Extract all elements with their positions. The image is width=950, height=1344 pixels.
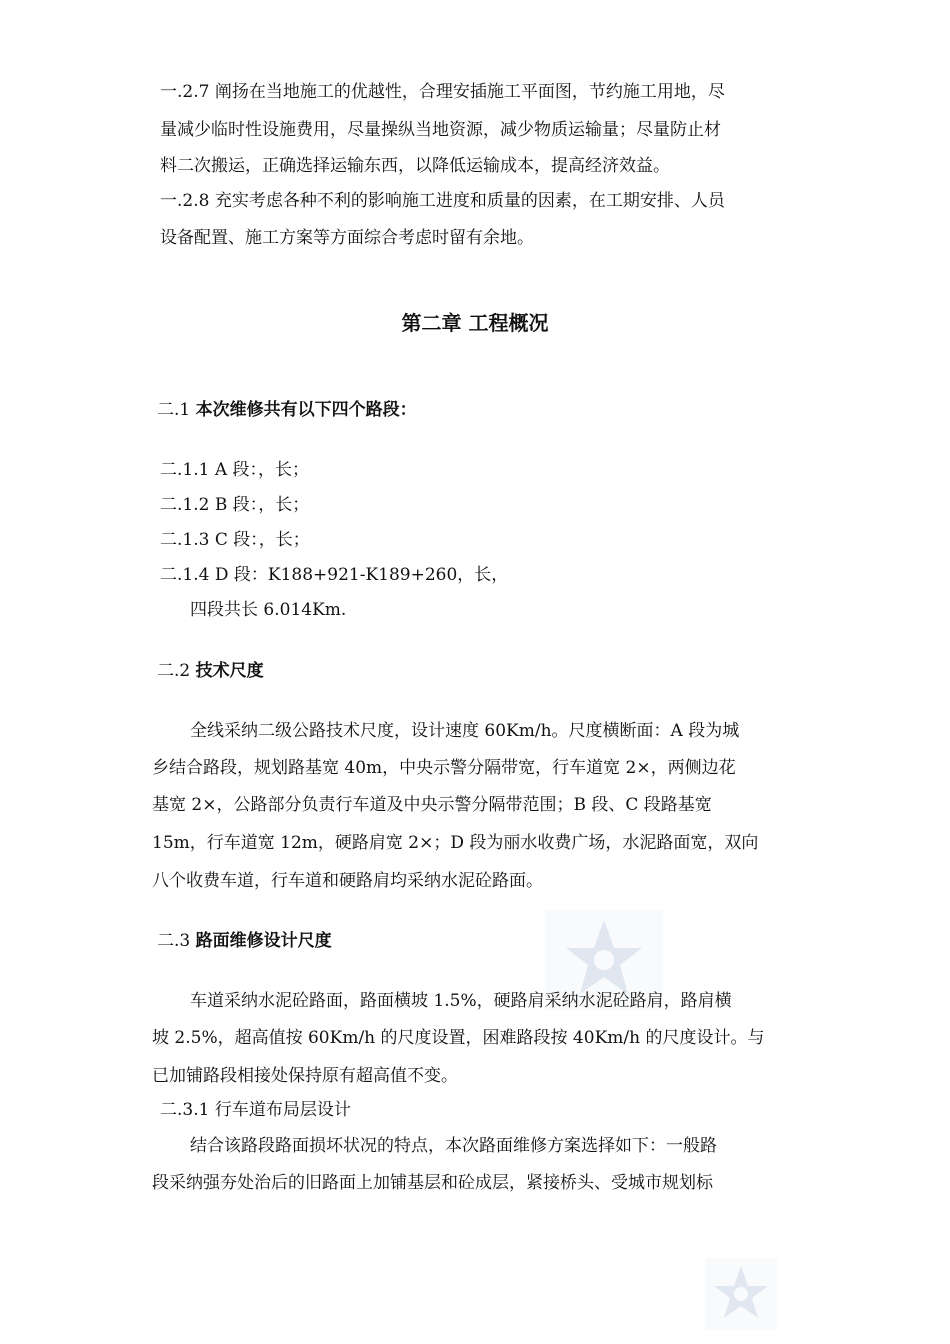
section-2-1-title: 本次维修共有以下四个路段： — [195, 400, 417, 420]
para-1-2-7-line-2: 量减少临时性设施费用，尽量操纵当地资源，减少物质运输量；尽量防止材 — [160, 120, 721, 140]
section-2-3-1-line-1: 结合该路段路面损坏状况的特点，本次路面维修方案选择如下：一般路 — [190, 1136, 717, 1156]
watermark-logo — [705, 1258, 777, 1330]
section-2-2-number: 二.2 — [157, 661, 196, 681]
section-2-3-number: 二.3 — [157, 931, 196, 951]
section-2-3-1-heading: 二.3.1 行车道布局层设计 — [160, 1100, 351, 1120]
list-item: 二.1.2 B 段：，长； — [160, 495, 310, 515]
list-item: 二.1.1 A 段：，长； — [160, 460, 310, 480]
chapter-title: 第二章 工程概况 — [401, 311, 549, 335]
para-1-2-7-line-1: 一.2.7 阐扬在当地施工的优越性，合理安插施工平面图，节约施工用地，尽 — [160, 82, 725, 102]
section-2-3-line-1: 车道采纳水泥砼路面，路面横坡 1.5%，硬路肩采纳水泥砼路肩，路肩横 — [190, 991, 732, 1011]
section-2-2-line-2: 乡结合路段，规划路基宽 40m，中央示警分隔带宽，行车道宽 2×，两侧边花 — [152, 758, 736, 778]
section-2-2-line-3: 基宽 2×，公路部分负责行车道及中央示警分隔带范围；B 段、C 段路基宽 — [152, 795, 712, 815]
section-2-2-title: 技术尺度 — [195, 661, 264, 681]
section-2-1-total: 四段共长 6.014Km. — [190, 600, 347, 620]
section-2-2-line-4: 15m，行车道宽 12m，硬路肩宽 2×；D 段为丽水收费广场，水泥路面宽，双向 — [152, 833, 759, 853]
section-2-3-heading — [157, 929, 332, 953]
section-2-2-heading — [157, 659, 264, 683]
section-2-3-title: 路面维修设计尺度 — [195, 931, 332, 951]
section-2-2-line-5: 八个收费车道，行车道和硬路肩均采纳水泥砼路面。 — [152, 871, 543, 891]
section-2-3-1-line-2: 段采纳强夯处治后的旧路面上加铺基层和砼成层，紧接桥头、受城市规划标 — [152, 1173, 713, 1193]
section-2-1-heading — [157, 398, 417, 422]
section-2-3-line-3: 已加铺路段相接处保持原有超高值不变。 — [152, 1066, 458, 1086]
para-1-2-8-line-1: 一.2.8 充实考虑各种不利的影响施工进度和质量的因素，在工期安排、人员 — [160, 191, 725, 211]
section-2-1-number: 二.1 — [157, 400, 196, 420]
para-1-2-8-line-2: 设备配置、施工方案等方面综合考虑时留有余地。 — [160, 228, 534, 248]
section-2-2-line-1: 全线采纳二级公路技术尺度，设计速度 60Km/h。尺度横断面：A 段为城 — [190, 721, 740, 741]
list-item: 二.1.3 C 段：，长； — [160, 530, 310, 550]
section-2-3-line-2: 坡 2.5%，超高值按 60Km/h 的尺度设置，困难路段按 40Km/h 的尺度设计。与 — [152, 1028, 765, 1048]
list-item: 二.1.4 D 段：K188+921-K189+260，长， — [160, 565, 509, 585]
para-1-2-7-line-3: 料二次搬运，正确选择运输东西，以降低运输成本，提高经济效益。 — [160, 156, 670, 176]
